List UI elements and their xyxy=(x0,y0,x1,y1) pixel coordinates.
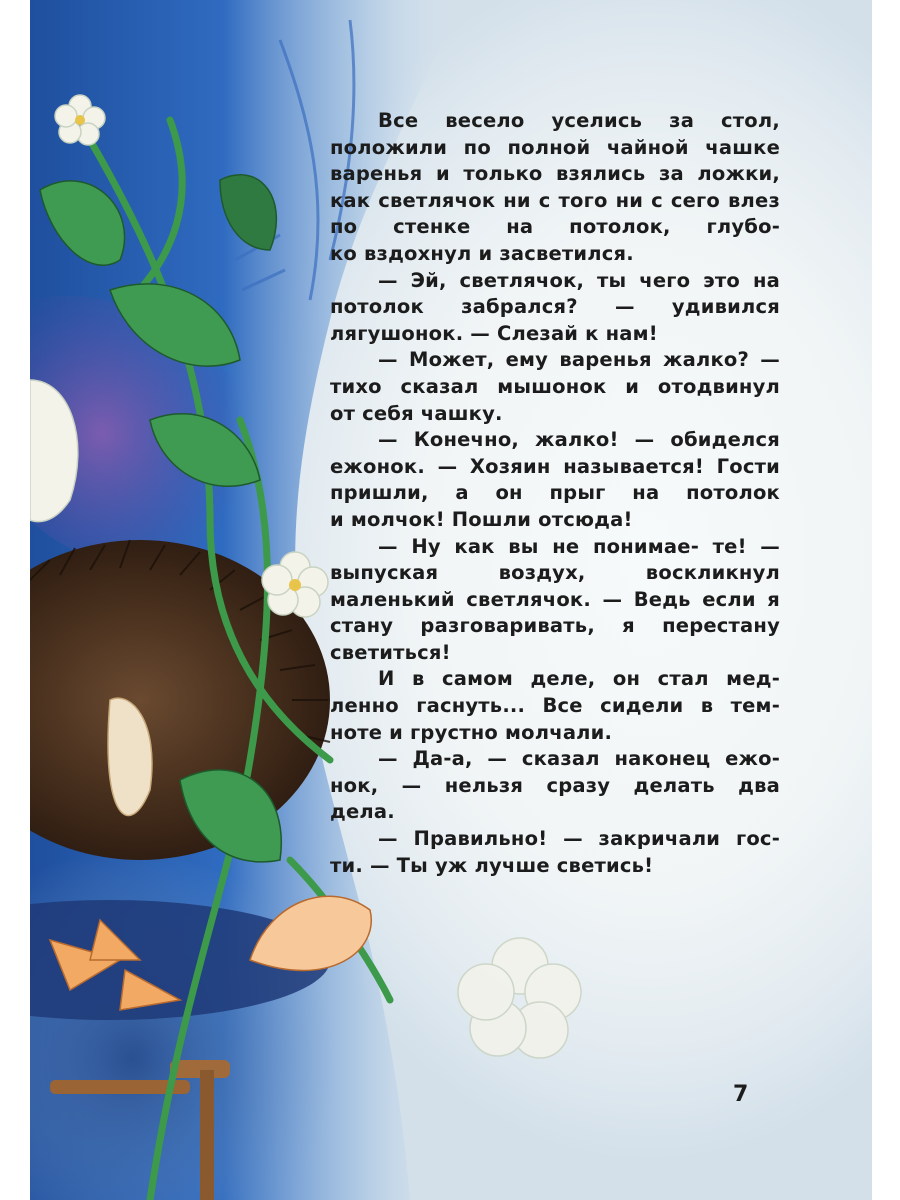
text-line: ленно гаснуть... Все сидели в тем- xyxy=(330,694,780,718)
text-line: влез по стенке на потолок, глубо- xyxy=(330,188,780,239)
text-line: — Да-а, — сказал наконец ежо- xyxy=(378,747,780,771)
text-line: положили по полной чайной чашке xyxy=(330,135,780,159)
paragraph-6-end xyxy=(330,720,780,747)
text-line: тихо сказал мышонок и отодвинул xyxy=(330,374,780,398)
paragraph-8-end xyxy=(330,853,780,880)
text-line: дела. xyxy=(330,800,395,824)
paragraph-3-end xyxy=(330,401,780,428)
paragraph-7-end xyxy=(330,799,780,826)
paragraph-5-end xyxy=(330,640,780,667)
text-line: лягушонок. — Слезай к нам! xyxy=(330,321,658,345)
text-line: — Эй, светлячок, ты чего это xyxy=(378,268,741,292)
text-line: Все весело уселись за стол, xyxy=(378,109,780,132)
text-line: маленький светлячок. — Ведь если xyxy=(330,587,756,611)
page-margin-right xyxy=(872,0,900,1200)
text-line: И в самом деле, он стал мед- xyxy=(378,667,780,691)
paragraph-1-end xyxy=(330,241,780,268)
text-line: ноте и грустно молчали. xyxy=(330,720,613,744)
paragraph-5 xyxy=(330,534,780,640)
text-line: светиться! xyxy=(330,640,451,664)
page-number: 7 xyxy=(733,1082,749,1107)
story-text xyxy=(330,108,780,879)
text-line: — Может, ему варенья жалко? — xyxy=(378,348,780,372)
paragraph-7 xyxy=(330,746,780,799)
text-line: нок, — нельзя сразу делать два xyxy=(330,773,780,797)
paragraph-2 xyxy=(330,268,780,321)
paragraph-6 xyxy=(330,666,780,719)
text-line: пришли, а он прыг на потолок xyxy=(330,481,780,505)
text-line: от себя чашку. xyxy=(330,401,503,425)
paragraph-2-end xyxy=(330,321,780,348)
text-line: как светлячок ни с того ни с сего xyxy=(330,188,721,212)
illustrated-sheet xyxy=(30,0,872,1200)
text-line: — Правильно! — закричали гос- xyxy=(378,827,780,851)
paragraph-4 xyxy=(330,427,780,507)
text-line: ко вздохнул и засветился. xyxy=(330,241,634,265)
page-margin-left xyxy=(0,0,30,1200)
text-line: на потолок забрался? — удивился xyxy=(330,268,780,319)
text-line: те! — выпуская воздух, воскликнул xyxy=(330,534,780,585)
text-line: — Конечно, жалко! — обиделся xyxy=(378,428,780,452)
text-line: — Ну как вы не понимае- xyxy=(378,534,699,558)
text-line: варенья и только взялись за ложки, xyxy=(330,162,780,186)
text-line: ти. — Ты уж лучше светись! xyxy=(330,853,654,877)
text-line: я стану разговаривать, я перестану xyxy=(330,587,780,638)
paragraph-1 xyxy=(330,108,780,241)
paragraph-3 xyxy=(330,347,780,400)
paragraph-4-end xyxy=(330,507,780,534)
paragraph-8 xyxy=(330,826,780,853)
text-line: и молчок! Пошли отсюда! xyxy=(330,507,633,531)
text-line: ежонок. — Хозяин называется! Гости xyxy=(330,454,780,478)
